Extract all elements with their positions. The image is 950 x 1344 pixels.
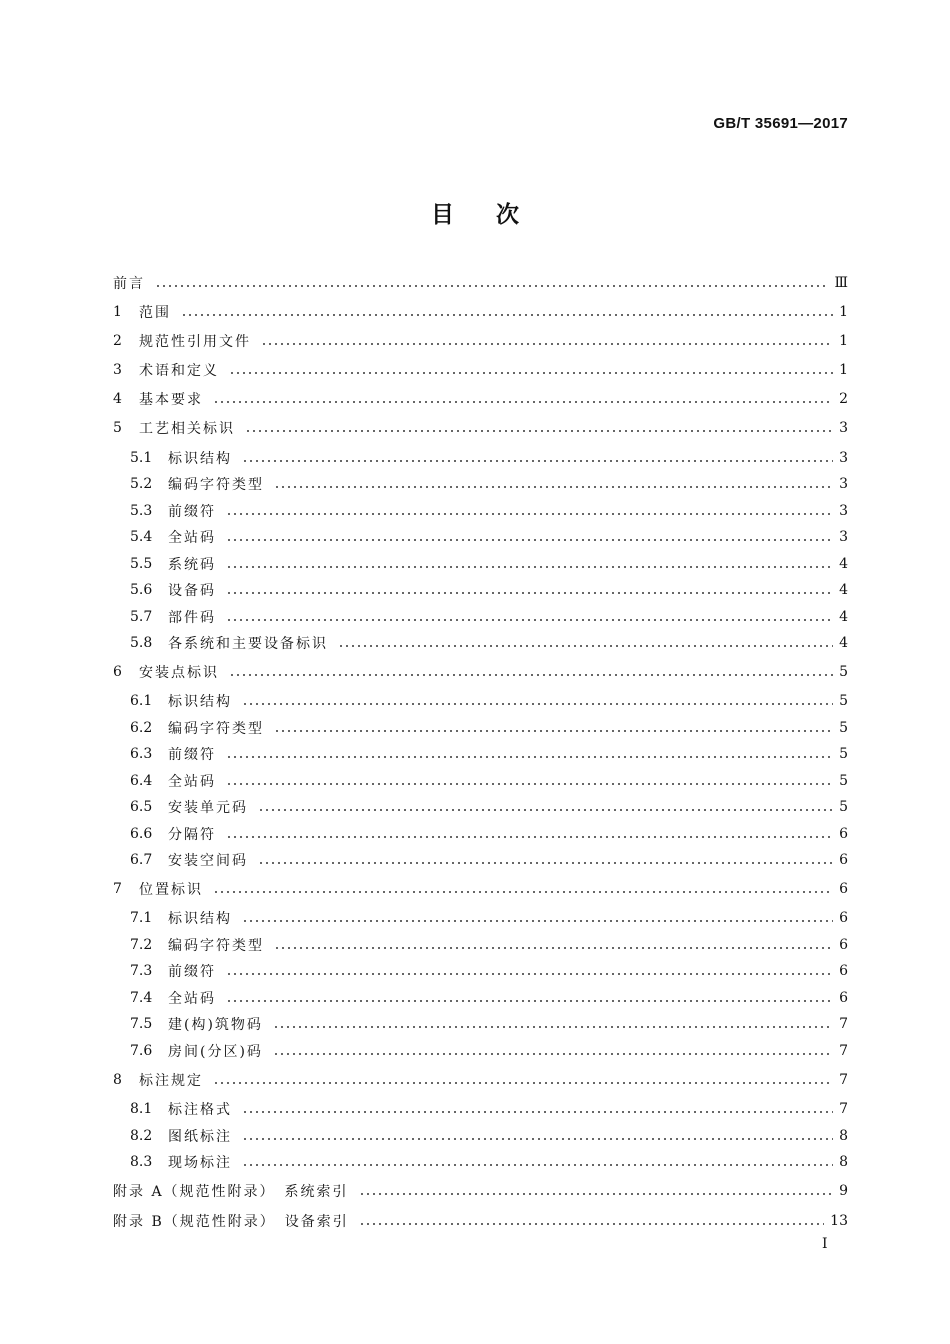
toc-entry-page: 6 <box>839 826 848 842</box>
toc-entry[interactable] <box>130 770 848 792</box>
toc-entry-number: 7.3 <box>130 963 153 979</box>
toc-entry-label: 房间(分区)码 <box>168 1044 263 1060</box>
toc-entry[interactable] <box>130 1040 848 1062</box>
toc-dot-leader <box>242 1164 833 1166</box>
toc-entry[interactable] <box>113 1069 848 1091</box>
toc-dot-leader <box>359 1193 834 1195</box>
toc-entry[interactable] <box>130 1013 848 1035</box>
toc-entry[interactable] <box>130 500 848 522</box>
toc-entry-number: 5.2 <box>130 476 153 492</box>
toc-dot-leader <box>155 285 828 287</box>
toc-entry-number: 6.3 <box>130 746 153 762</box>
toc-entry-number: 7 <box>113 881 122 897</box>
toc-entry-label: 安装空间码 <box>168 853 248 869</box>
toc-entry-label: 标注格式 <box>168 1102 232 1118</box>
toc-dot-leader <box>226 619 833 621</box>
toc-dot-leader <box>213 891 833 893</box>
toc-entry-label: 基本要求 <box>139 392 203 408</box>
toc-dot-leader <box>226 539 833 541</box>
toc-entry-page: 6 <box>839 963 848 979</box>
toc-entry-label: 前缀符 <box>168 964 216 980</box>
toc-entry-label: 建(构)筑物码 <box>168 1017 263 1033</box>
toc-dot-leader <box>226 973 833 975</box>
toc-entry-label: 现场标注 <box>168 1155 232 1171</box>
toc-entry-label: 附录 B（规范性附录） 设备索引 <box>113 1214 349 1230</box>
toc-entry[interactable] <box>113 417 848 439</box>
toc-dot-leader <box>258 862 833 864</box>
toc-entry-label: 系统码 <box>168 557 216 573</box>
toc-entry-label: 标识结构 <box>168 694 232 710</box>
toc-entry-page: 5 <box>839 746 848 762</box>
toc-entry-label: 部件码 <box>168 610 216 626</box>
toc-dot-leader <box>229 674 833 676</box>
toc-entry[interactable] <box>113 330 848 352</box>
toc-entry[interactable] <box>130 1125 848 1147</box>
toc-entry[interactable] <box>130 526 848 548</box>
toc-entry[interactable] <box>130 987 848 1009</box>
toc-entry-page: 1 <box>839 304 848 320</box>
toc-entry-number: 3 <box>113 362 122 378</box>
toc-entry[interactable] <box>113 1210 848 1232</box>
toc-entry-label: 规范性引用文件 <box>139 334 251 350</box>
toc-entry-page: 9 <box>839 1183 848 1199</box>
toc-entry-label: 前缀符 <box>168 504 216 520</box>
toc-entry[interactable] <box>130 606 848 628</box>
toc-dot-leader <box>274 486 833 488</box>
toc-entry-page: 3 <box>839 450 848 466</box>
toc-entry-page: 4 <box>839 556 848 572</box>
toc-entry-label: 前言 <box>113 276 145 292</box>
toc-entry-number: 6.2 <box>130 720 153 736</box>
toc-dot-leader <box>258 809 833 811</box>
toc-entry[interactable] <box>113 272 848 294</box>
toc-entry-number: 8 <box>113 1072 122 1088</box>
toc-entry-label: 工艺相关标识 <box>139 421 235 437</box>
toc-entry-page: 7 <box>839 1016 848 1032</box>
toc-dot-leader <box>213 401 833 403</box>
toc-entry-number: 8.2 <box>130 1128 153 1144</box>
toc-entry[interactable] <box>130 934 848 956</box>
toc-entry-number: 5.3 <box>130 503 153 519</box>
toc-entry-number: 7.1 <box>130 910 153 926</box>
toc-entry[interactable] <box>130 823 848 845</box>
toc-entry-label: 编码字符类型 <box>168 938 264 954</box>
toc-dot-leader <box>226 756 833 758</box>
toc-entry[interactable] <box>130 690 848 712</box>
toc-entry-page: 7 <box>839 1101 848 1117</box>
toc-entry-page: 13 <box>830 1213 848 1229</box>
toc-entry-page: 8 <box>839 1154 848 1170</box>
toc-entry-page: 7 <box>839 1072 848 1088</box>
toc-entry-page: 5 <box>839 720 848 736</box>
toc-entry-label: 各系统和主要设备标识 <box>168 636 328 652</box>
toc-entry[interactable] <box>113 1180 848 1202</box>
toc-entry-number: 6 <box>113 664 122 680</box>
toc-entry-label: 术语和定义 <box>139 363 219 379</box>
toc-dot-leader <box>242 920 833 922</box>
toc-entry-label: 安装点标识 <box>139 665 219 681</box>
toc-entry-page: 5 <box>839 693 848 709</box>
toc-entry[interactable] <box>130 579 848 601</box>
toc-entry-number: 5.5 <box>130 556 153 572</box>
toc-entry-label: 编码字符类型 <box>168 477 264 493</box>
toc-entry-page: 3 <box>839 420 848 436</box>
standard-number: GB/T 35691—2017 <box>713 115 848 132</box>
toc-entry-page: 6 <box>839 937 848 953</box>
toc-dot-leader <box>242 703 833 705</box>
toc-dot-leader <box>338 645 833 647</box>
toc-entry[interactable] <box>130 632 848 654</box>
toc-entry-number: 6.4 <box>130 773 153 789</box>
toc-entry[interactable] <box>130 553 848 575</box>
toc-entry-page: 5 <box>839 664 848 680</box>
toc-entry-page: 7 <box>839 1043 848 1059</box>
toc-entry-number: 5.8 <box>130 635 153 651</box>
toc-entry-page: 1 <box>839 362 848 378</box>
toc-entry[interactable] <box>130 960 848 982</box>
toc-entry-number: 5.6 <box>130 582 153 598</box>
toc-entry-page: 4 <box>839 582 848 598</box>
toc-entry-label: 位置标识 <box>139 882 203 898</box>
toc-dot-leader <box>181 314 833 316</box>
toc-entry-number: 5.4 <box>130 529 153 545</box>
toc-dot-leader <box>245 430 833 432</box>
toc-entry-page: 2 <box>839 391 848 407</box>
toc-entry[interactable] <box>130 717 848 739</box>
toc-entry-number: 7.6 <box>130 1043 153 1059</box>
page-number: I <box>822 1236 828 1252</box>
toc-entry-label: 标识结构 <box>168 451 232 467</box>
toc-entry-number: 2 <box>113 333 122 349</box>
toc-entry-number: 7.5 <box>130 1016 153 1032</box>
toc-dot-leader <box>226 836 833 838</box>
toc-entry[interactable] <box>130 473 848 495</box>
toc-entry[interactable] <box>113 388 848 410</box>
toc-dot-leader <box>242 460 833 462</box>
toc-dot-leader <box>226 513 833 515</box>
toc-entry-number: 6.6 <box>130 826 153 842</box>
toc-entry-label: 标注规定 <box>139 1073 203 1089</box>
toc-entry-number: 6.7 <box>130 852 153 868</box>
toc-dot-leader <box>226 592 833 594</box>
toc-entry[interactable] <box>113 661 848 683</box>
toc-dot-leader <box>226 566 833 568</box>
toc-entry-page: 4 <box>839 635 848 651</box>
toc-entry-label: 标识结构 <box>168 911 232 927</box>
toc-entry-page: 5 <box>839 773 848 789</box>
toc-dot-leader <box>226 1000 833 1002</box>
toc-dot-leader <box>242 1111 833 1113</box>
toc-entry-page: 6 <box>839 852 848 868</box>
toc-entry-page: 1 <box>839 333 848 349</box>
toc-entry-page: 3 <box>839 503 848 519</box>
toc-entry[interactable] <box>113 359 848 381</box>
toc-entry-page: 6 <box>839 990 848 1006</box>
toc-dot-leader <box>274 947 833 949</box>
toc-entry[interactable] <box>130 1151 848 1173</box>
toc-entry[interactable] <box>113 878 848 900</box>
toc-dot-leader <box>274 730 833 732</box>
toc-entry-label: 全站码 <box>168 774 216 790</box>
toc-entry-number: 5 <box>113 420 122 436</box>
toc-entry[interactable] <box>130 849 848 871</box>
toc-entry[interactable] <box>113 301 848 323</box>
toc-entry[interactable] <box>130 447 848 469</box>
toc-entry-number: 8.3 <box>130 1154 153 1170</box>
toc-entry[interactable] <box>130 907 848 929</box>
toc-entry[interactable] <box>130 796 848 818</box>
toc-entry-label: 编码字符类型 <box>168 721 264 737</box>
toc-entry-label: 设备码 <box>168 583 216 599</box>
toc-entry-page: 3 <box>839 476 848 492</box>
toc-entry-label: 图纸标注 <box>168 1129 232 1145</box>
toc-entry-label: 全站码 <box>168 530 216 546</box>
toc-dot-leader <box>359 1223 824 1225</box>
toc-entry-page: 5 <box>839 799 848 815</box>
toc-entry-number: 6.5 <box>130 799 153 815</box>
toc-entry-label: 附录 A（规范性附录） 系统索引 <box>113 1184 349 1200</box>
toc-entry-number: 5.1 <box>130 450 153 466</box>
toc-entry-number: 6.1 <box>130 693 153 709</box>
toc-entry-page: Ⅲ <box>834 275 848 291</box>
toc-entry-page: 3 <box>839 529 848 545</box>
toc-entry[interactable] <box>130 1098 848 1120</box>
toc-entry-number: 7.2 <box>130 937 153 953</box>
toc-entry-page: 6 <box>839 910 848 926</box>
toc-dot-leader <box>273 1026 833 1028</box>
toc-dot-leader <box>242 1138 833 1140</box>
toc-dot-leader <box>226 783 833 785</box>
toc-entry-label: 全站码 <box>168 991 216 1007</box>
toc-entry-label: 范围 <box>139 305 171 321</box>
toc-entry-page: 4 <box>839 609 848 625</box>
toc-dot-leader <box>261 343 833 345</box>
toc-entry-label: 前缀符 <box>168 747 216 763</box>
toc-dot-leader <box>213 1082 833 1084</box>
toc-entry-label: 分隔符 <box>168 827 216 843</box>
toc-entry-number: 1 <box>113 304 122 320</box>
toc-entry-label: 安装单元码 <box>168 800 248 816</box>
toc-dot-leader <box>273 1053 833 1055</box>
toc-entry-number: 7.4 <box>130 990 153 1006</box>
toc-title-text: 目次 <box>431 202 561 228</box>
toc-entry-page: 6 <box>839 881 848 897</box>
toc-entry-number: 4 <box>113 391 122 407</box>
toc-entry-number: 5.7 <box>130 609 153 625</box>
toc-entry-number: 8.1 <box>130 1101 153 1117</box>
toc-entry[interactable] <box>130 743 848 765</box>
toc-entry-page: 8 <box>839 1128 848 1144</box>
toc-dot-leader <box>229 372 833 374</box>
